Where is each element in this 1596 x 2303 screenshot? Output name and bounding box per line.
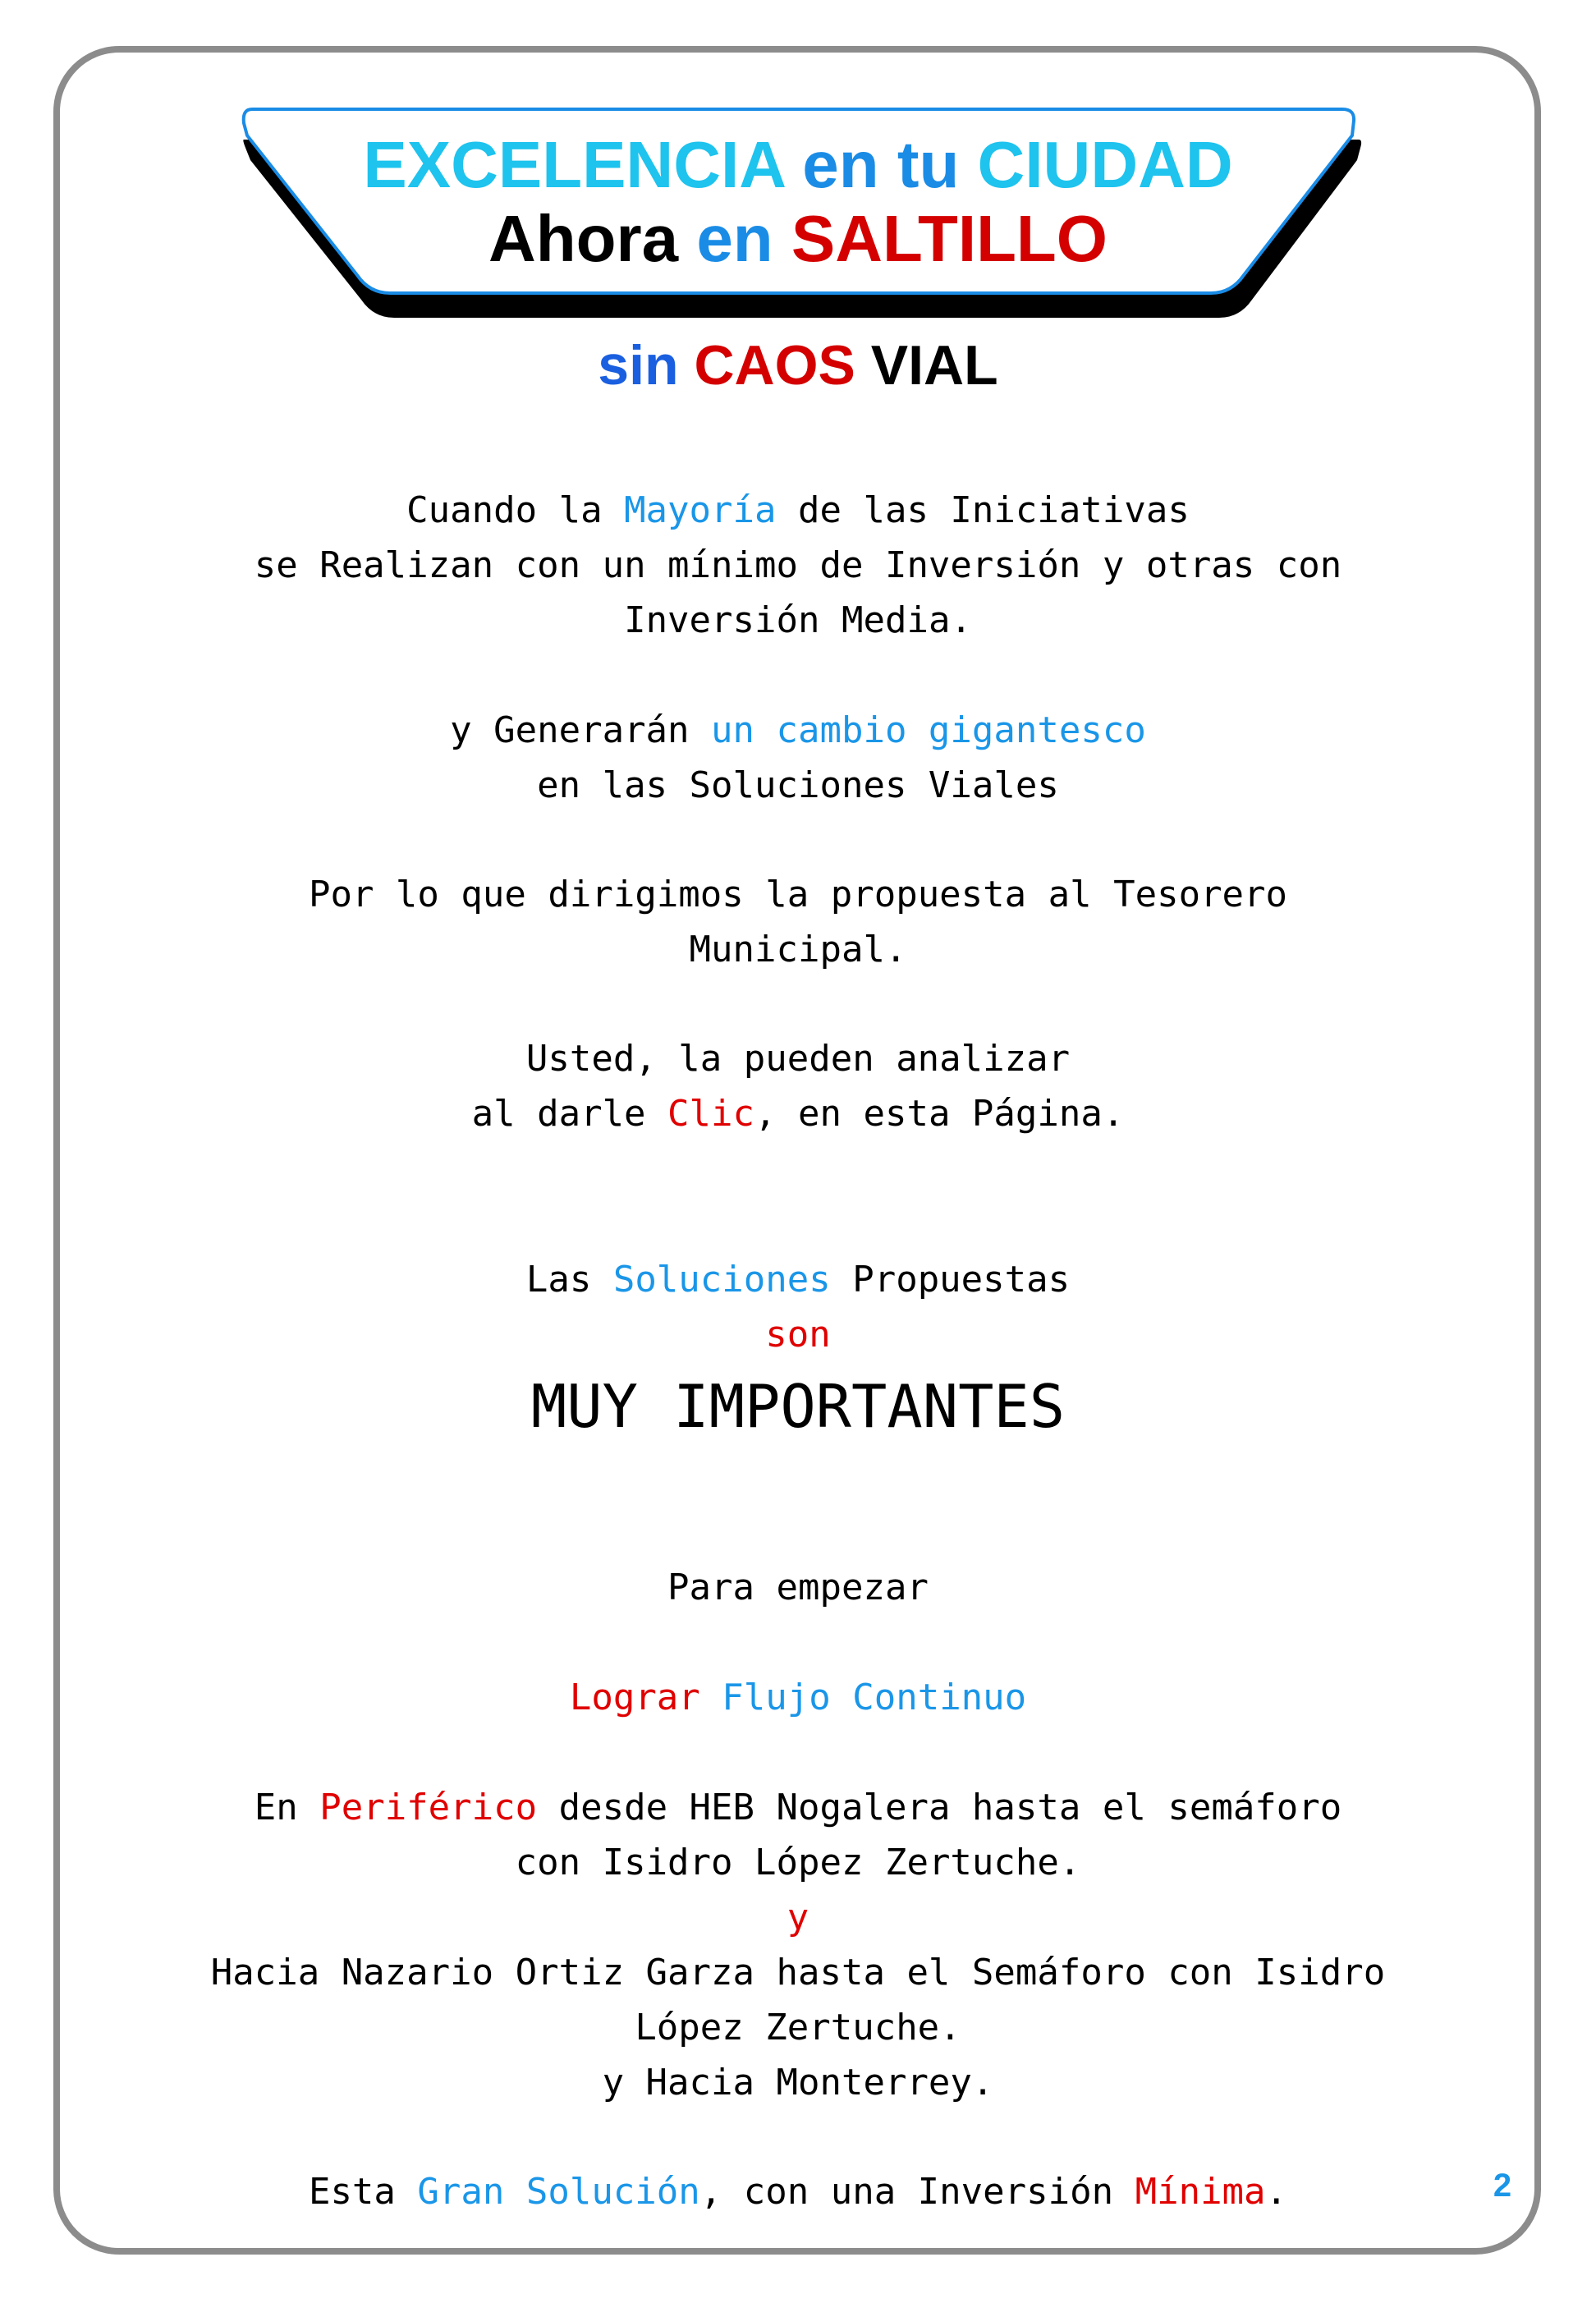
subtitle: sin CAOS VIAL (598, 334, 998, 397)
paragraph-9: Esta Gran Solución, con una Inversión Mínima. (308, 2171, 1288, 2213)
title-line-2: Ahora en SALTILLO (488, 202, 1108, 275)
page-number: 2 (1493, 2168, 1512, 2204)
paragraph-6: Para empezar (667, 1567, 929, 1608)
paragraph-7: Lograr Flujo Continuo (569, 1677, 1027, 1718)
paragraph-5: Las Soluciones Propuestas son (525, 1259, 1071, 1356)
headline-muy-importantes: MUY IMPORTANTES (530, 1372, 1066, 1441)
paragraph-1: Cuando la Mayoría de las Iniciativas se Realizan con un mínimo de Inversión y otras con Inversión Media. (254, 489, 1342, 641)
paragraph-8: En Periférico desde HEB Nogalera hasta el semáforo con Isidro López Zertuche. y Hacia Nazario Ortiz Garza hasta el Semáforo con Isidro López Zertuche. y Hacia Monterrey. (210, 1787, 1386, 2103)
paragraph-4: Usted, la pueden analizar al darle Clic, en esta Página. (471, 1038, 1125, 1135)
title-line-1: EXCELENCIA en tu CIUDAD (363, 128, 1233, 201)
paragraph-2: y Generarán un cambio gigantesco en las Soluciones Viales (450, 709, 1146, 806)
paragraph-3: Por lo que dirigimos la propuesta al Tesorero Municipal. (308, 874, 1288, 970)
